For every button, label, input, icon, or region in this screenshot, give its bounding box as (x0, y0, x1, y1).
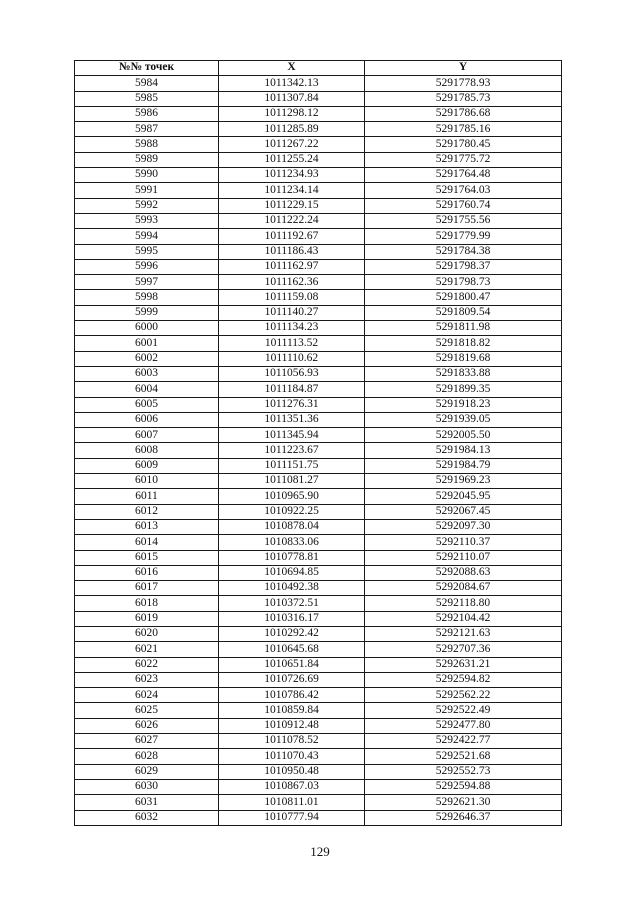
table-row (75, 91, 562, 106)
cell-x: 1011222.24 (219, 213, 365, 228)
cell-x: 1011078.52 (219, 734, 365, 749)
cell-point-number: 5985 (75, 91, 219, 106)
table-row (75, 213, 562, 228)
cell-point-number: 6005 (75, 397, 219, 412)
table-row (75, 504, 562, 519)
cell-x: 1011151.75 (219, 458, 365, 473)
table-row (75, 581, 562, 596)
cell-point-number: 6013 (75, 519, 219, 534)
table-row (75, 152, 562, 167)
cell-x: 1011234.93 (219, 168, 365, 183)
header-x: X (219, 61, 365, 76)
cell-x: 1011159.08 (219, 290, 365, 305)
cell-point-number: 6002 (75, 351, 219, 366)
cell-x: 1010878.04 (219, 519, 365, 534)
cell-y: 5291899.35 (365, 382, 562, 397)
cell-point-number: 6032 (75, 810, 219, 825)
cell-y: 5292097.30 (365, 519, 562, 534)
cell-point-number: 6017 (75, 581, 219, 596)
cell-y: 5292084.67 (365, 581, 562, 596)
table-row (75, 626, 562, 641)
cell-y: 5291819.68 (365, 351, 562, 366)
cell-y: 5292707.36 (365, 642, 562, 657)
cell-point-number: 6022 (75, 657, 219, 672)
table-row (75, 688, 562, 703)
table-row (75, 642, 562, 657)
cell-y: 5291800.47 (365, 290, 562, 305)
cell-x: 1011113.52 (219, 336, 365, 351)
cell-point-number: 6028 (75, 749, 219, 764)
cell-y: 5291918.23 (365, 397, 562, 412)
cell-x: 1011162.97 (219, 259, 365, 274)
cell-point-number: 5991 (75, 183, 219, 198)
cell-y: 5292088.63 (365, 565, 562, 580)
cell-x: 1011255.24 (219, 152, 365, 167)
table-row (75, 351, 562, 366)
table-row (75, 229, 562, 244)
table-row (75, 779, 562, 794)
cell-x: 1011267.22 (219, 137, 365, 152)
cell-x: 1010922.25 (219, 504, 365, 519)
table-row (75, 244, 562, 259)
table-row (75, 428, 562, 443)
cell-y: 5291798.37 (365, 259, 562, 274)
cell-x: 1010965.90 (219, 489, 365, 504)
cell-point-number: 6006 (75, 412, 219, 427)
table-row (75, 412, 562, 427)
cell-x: 1011285.89 (219, 122, 365, 137)
table-row (75, 397, 562, 412)
cell-point-number: 6027 (75, 734, 219, 749)
cell-point-number: 6029 (75, 764, 219, 779)
table-row (75, 734, 562, 749)
table-row (75, 489, 562, 504)
cell-x: 1011134.23 (219, 321, 365, 336)
cell-y: 5291984.13 (365, 443, 562, 458)
cell-point-number: 5986 (75, 106, 219, 121)
cell-y: 5291784.38 (365, 244, 562, 259)
header-point-number: №№ точек (75, 61, 219, 76)
table-row (75, 122, 562, 137)
cell-y: 5292621.30 (365, 795, 562, 810)
cell-point-number: 5989 (75, 152, 219, 167)
cell-point-number: 5998 (75, 290, 219, 305)
cell-y: 5292118.80 (365, 596, 562, 611)
cell-y: 5292631.21 (365, 657, 562, 672)
cell-y: 5291775.72 (365, 152, 562, 167)
table-body (75, 76, 562, 826)
cell-x: 1011056.93 (219, 366, 365, 381)
cell-point-number: 6012 (75, 504, 219, 519)
cell-point-number: 6000 (75, 321, 219, 336)
cell-y: 5292110.07 (365, 550, 562, 565)
cell-x: 1010777.94 (219, 810, 365, 825)
table-row (75, 795, 562, 810)
cell-point-number: 5995 (75, 244, 219, 259)
cell-point-number: 6030 (75, 779, 219, 794)
cell-y: 5291939.05 (365, 412, 562, 427)
cell-y: 5291779.99 (365, 229, 562, 244)
cell-y: 5292067.45 (365, 504, 562, 519)
cell-x: 1011192.67 (219, 229, 365, 244)
page-number: 129 (310, 844, 330, 859)
cell-x: 1011186.43 (219, 244, 365, 259)
table-row (75, 535, 562, 550)
cell-y: 5292104.42 (365, 611, 562, 626)
cell-x: 1010694.85 (219, 565, 365, 580)
table-row (75, 565, 562, 580)
table-row (75, 198, 562, 213)
cell-point-number: 6016 (75, 565, 219, 580)
cell-x: 1011234.14 (219, 183, 365, 198)
cell-point-number: 6007 (75, 428, 219, 443)
table-row (75, 519, 562, 534)
table-row (75, 596, 562, 611)
cell-y: 5291785.73 (365, 91, 562, 106)
cell-point-number: 6010 (75, 474, 219, 489)
cell-y: 5291785.16 (365, 122, 562, 137)
table-row (75, 443, 562, 458)
table-row (75, 749, 562, 764)
table-row (75, 321, 562, 336)
cell-y: 5291798.73 (365, 275, 562, 290)
cell-y: 5291969.23 (365, 474, 562, 489)
cell-x: 1010492.38 (219, 581, 365, 596)
cell-x: 1010786.42 (219, 688, 365, 703)
cell-x: 1011351.36 (219, 412, 365, 427)
cell-x: 1010292.42 (219, 626, 365, 641)
cell-y: 5292562.22 (365, 688, 562, 703)
cell-point-number: 5999 (75, 305, 219, 320)
cell-y: 5292594.82 (365, 672, 562, 687)
table-row (75, 137, 562, 152)
cell-point-number: 6020 (75, 626, 219, 641)
cell-x: 1010651.84 (219, 657, 365, 672)
cell-y: 5292552.73 (365, 764, 562, 779)
table-row (75, 718, 562, 733)
cell-point-number: 5996 (75, 259, 219, 274)
table-row (75, 336, 562, 351)
cell-point-number: 6014 (75, 535, 219, 550)
table-row (75, 259, 562, 274)
cell-point-number: 6021 (75, 642, 219, 657)
cell-y: 5291764.03 (365, 183, 562, 198)
table-row (75, 106, 562, 121)
table-row (75, 657, 562, 672)
coordinates-table (74, 60, 562, 826)
cell-point-number: 6031 (75, 795, 219, 810)
table-row (75, 458, 562, 473)
cell-x: 1011223.67 (219, 443, 365, 458)
cell-point-number: 5987 (75, 122, 219, 137)
cell-point-number: 6018 (75, 596, 219, 611)
header-y: Y (365, 61, 562, 76)
cell-point-number: 6004 (75, 382, 219, 397)
table-row (75, 810, 562, 825)
cell-point-number: 6009 (75, 458, 219, 473)
cell-x: 1010372.51 (219, 596, 365, 611)
cell-y: 5292522.49 (365, 703, 562, 718)
table-row (75, 290, 562, 305)
cell-x: 1010645.68 (219, 642, 365, 657)
cell-x: 1011276.31 (219, 397, 365, 412)
cell-x: 1011345.94 (219, 428, 365, 443)
cell-y: 5291984.79 (365, 458, 562, 473)
cell-point-number: 6015 (75, 550, 219, 565)
cell-y: 5292646.37 (365, 810, 562, 825)
cell-x: 1010833.06 (219, 535, 365, 550)
cell-y: 5291811.98 (365, 321, 562, 336)
cell-x: 1011307.84 (219, 91, 365, 106)
table-row (75, 611, 562, 626)
cell-y: 5291764.48 (365, 168, 562, 183)
cell-x: 1010950.48 (219, 764, 365, 779)
table-row (75, 474, 562, 489)
cell-x: 1011298.12 (219, 106, 365, 121)
cell-x: 1010912.48 (219, 718, 365, 733)
cell-y: 5292594.88 (365, 779, 562, 794)
table-row (75, 366, 562, 381)
cell-point-number: 6003 (75, 366, 219, 381)
cell-x: 1011070.43 (219, 749, 365, 764)
cell-x: 1010859.84 (219, 703, 365, 718)
cell-point-number: 5994 (75, 229, 219, 244)
cell-y: 5291760.74 (365, 198, 562, 213)
cell-x: 1010811.01 (219, 795, 365, 810)
cell-y: 5291809.54 (365, 305, 562, 320)
cell-y: 5292121.63 (365, 626, 562, 641)
cell-point-number: 5997 (75, 275, 219, 290)
table-row (75, 305, 562, 320)
table-row (75, 764, 562, 779)
cell-point-number: 6026 (75, 718, 219, 733)
cell-point-number: 6011 (75, 489, 219, 504)
cell-point-number: 5992 (75, 198, 219, 213)
cell-point-number: 5993 (75, 213, 219, 228)
cell-y: 5291786.68 (365, 106, 562, 121)
cell-x: 1011342.13 (219, 76, 365, 91)
table-row (75, 168, 562, 183)
cell-y: 5292005.50 (365, 428, 562, 443)
cell-y: 5291833.88 (365, 366, 562, 381)
cell-point-number: 6019 (75, 611, 219, 626)
cell-x: 1011184.87 (219, 382, 365, 397)
cell-x: 1011110.62 (219, 351, 365, 366)
cell-point-number: 5984 (75, 76, 219, 91)
cell-y: 5291755.56 (365, 213, 562, 228)
cell-point-number: 6008 (75, 443, 219, 458)
cell-y: 5292422.77 (365, 734, 562, 749)
cell-y: 5291778.93 (365, 76, 562, 91)
table-row (75, 672, 562, 687)
cell-x: 1011140.27 (219, 305, 365, 320)
cell-x: 1010867.03 (219, 779, 365, 794)
table-row (75, 183, 562, 198)
cell-y: 5292110.37 (365, 535, 562, 550)
table-header-row (75, 61, 562, 76)
table-row (75, 550, 562, 565)
table-row (75, 76, 562, 91)
table-row (75, 275, 562, 290)
cell-x: 1011081.27 (219, 474, 365, 489)
cell-point-number: 6023 (75, 672, 219, 687)
cell-y: 5291780.45 (365, 137, 562, 152)
cell-point-number: 5990 (75, 168, 219, 183)
table-row (75, 382, 562, 397)
cell-point-number: 5988 (75, 137, 219, 152)
cell-x: 1010726.69 (219, 672, 365, 687)
cell-x: 1011162.36 (219, 275, 365, 290)
cell-y: 5292477.80 (365, 718, 562, 733)
cell-y: 5292521.68 (365, 749, 562, 764)
cell-point-number: 6025 (75, 703, 219, 718)
cell-x: 1010778.81 (219, 550, 365, 565)
cell-y: 5291818.82 (365, 336, 562, 351)
cell-y: 5292045.95 (365, 489, 562, 504)
cell-point-number: 6001 (75, 336, 219, 351)
cell-point-number: 6024 (75, 688, 219, 703)
cell-x: 1010316.17 (219, 611, 365, 626)
table-row (75, 703, 562, 718)
cell-x: 1011229.15 (219, 198, 365, 213)
